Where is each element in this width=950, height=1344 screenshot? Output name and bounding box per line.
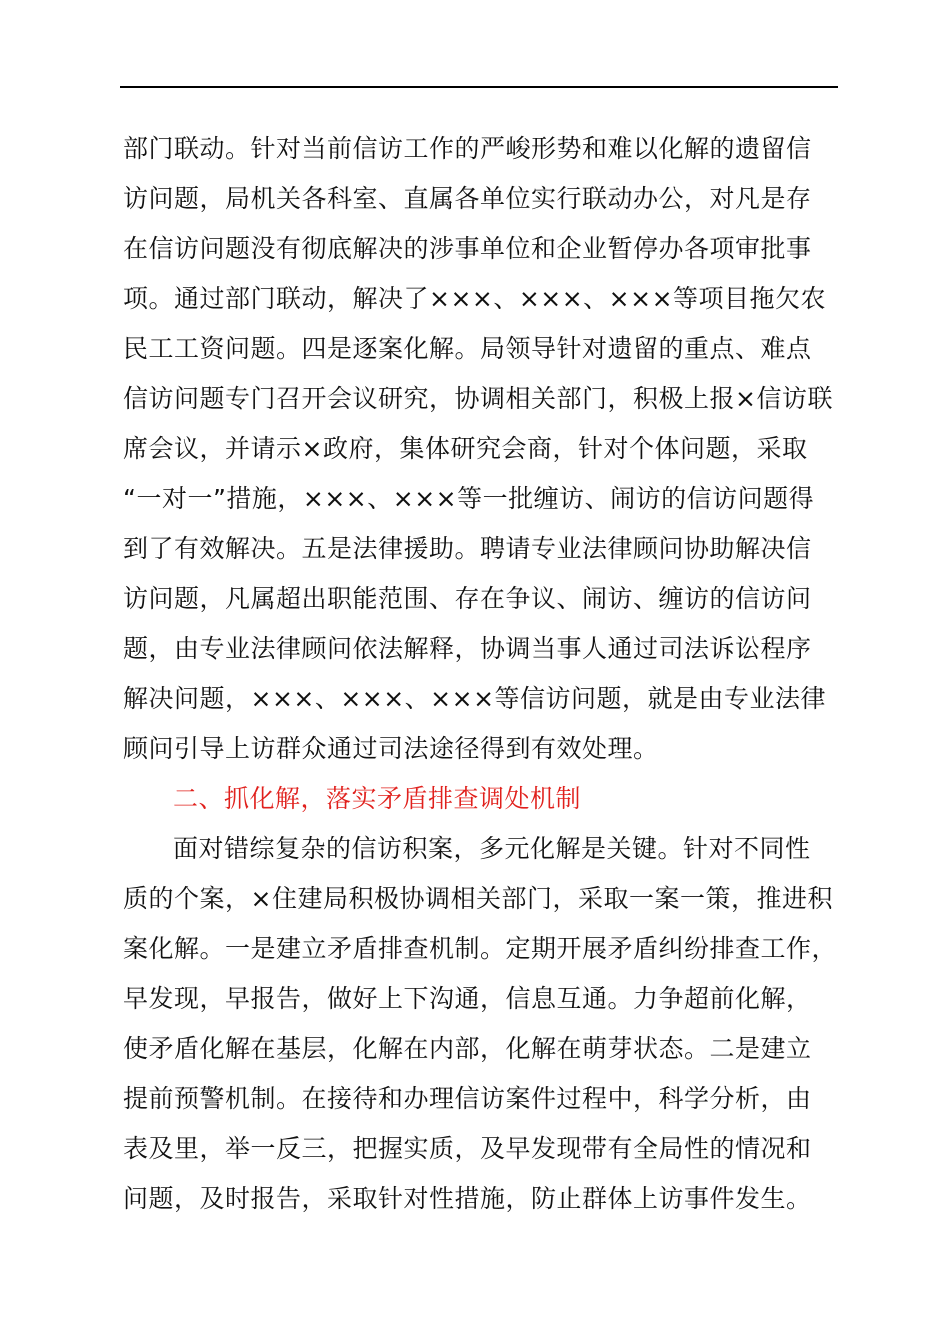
- paragraph-line: 提前预警机制。在接待和办理信访案件过程中，科学分析，由: [123, 1084, 812, 1113]
- paragraph-line: 早发现，早报告，做好上下沟通，信息互通。力争超前化解，: [123, 984, 812, 1013]
- paragraph-line: 题，由专业法律顾问依法解释，协调当事人通过司法诉讼程序: [123, 634, 812, 663]
- paragraph-line: 使矛盾化解在基层，化解在内部，化解在萌芽状态。二是建立: [123, 1034, 812, 1063]
- paragraph-line: 问题，及时报告，采取针对性措施，防止群体上访事件发生。: [123, 1184, 812, 1213]
- paragraph-line: 席会议，并请示×政府，集体研究会商，针对个体问题，采取: [123, 434, 808, 463]
- paragraph-line: 表及里，举一反三，把握实质，及早发现带有全局性的情况和: [123, 1134, 812, 1163]
- paragraph-line: 访问题，局机关各科室、直属各单位实行联动办公，对凡是存: [123, 184, 812, 213]
- body-text: [123, 124, 843, 1224]
- paragraph-line: 部门联动。针对当前信访工作的严峻形势和难以化解的遗留信: [123, 134, 812, 163]
- section-heading: 二、抓化解，落实矛盾排查调处机制: [173, 784, 582, 813]
- paragraph-line: “一对一”措施，×××、×××等一批缠访、闹访的信访问题得: [123, 484, 815, 513]
- paragraph-line: 访问题，凡属超出职能范围、存在争议、闹访、缠访的信访问: [123, 584, 812, 613]
- paragraph-line: 在信访问题没有彻底解决的涉事单位和企业暂停办各项审批事: [123, 234, 812, 263]
- paragraph-line: 民工工资问题。四是逐案化解。局领导针对遗留的重点、难点: [123, 334, 812, 363]
- paragraph-line: 顾问引导上访群众通过司法途径得到有效处理。: [123, 734, 659, 763]
- paragraph-line: 案化解。一是建立矛盾排查机制。定期开展矛盾纠纷排查工作，: [123, 934, 838, 963]
- paragraph-line: 解决问题，×××、×××、×××等信访问题，就是由专业法律: [123, 684, 827, 713]
- paragraph-line: 到了有效解决。五是法律援助。聘请专业法律顾问协助解决信: [123, 534, 812, 563]
- paragraph-line: 面对错综复杂的信访积案，多元化解是关键。针对不同性: [173, 834, 811, 863]
- paragraph-line: 信访问题专门召开会议研究，协调相关部门，积极上报×信访联: [123, 384, 833, 413]
- paragraph-line: 质的个案，×住建局积极协调相关部门，采取一案一策，推进积: [123, 884, 833, 913]
- paragraph-line: 项。通过部门联动，解决了×××、×××、×××等项目拖欠农: [123, 284, 827, 313]
- header-rule: [120, 86, 838, 88]
